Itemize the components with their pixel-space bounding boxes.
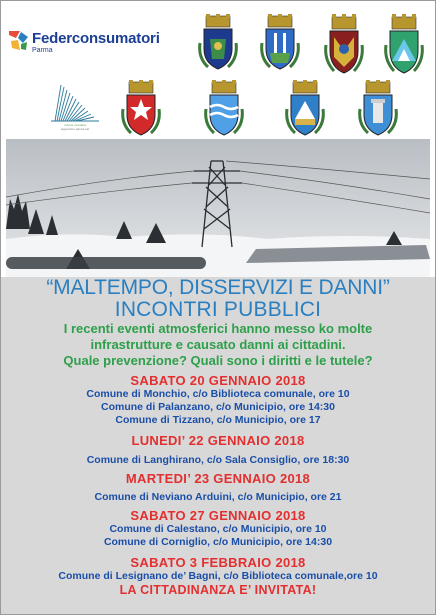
coat-of-arms-7 xyxy=(285,79,325,144)
header-area xyxy=(1,1,435,139)
date-heading: LUNEDI’ 22 GENNAIO 2018 xyxy=(131,433,305,448)
federconsumatori-logo xyxy=(9,31,160,55)
poster-title: “MALTEMPO, DISSERVIZI E DANNI” xyxy=(46,276,390,299)
closing-invitation: LA CITTADINANZA E’ INVITATA! xyxy=(119,583,317,597)
unione-montana-logo xyxy=(47,81,103,131)
info-panel xyxy=(1,277,435,614)
coat-of-arms-3 xyxy=(324,13,364,80)
intro-line-2: infrastrutture e causato danni ai cittadini. xyxy=(90,337,346,352)
coat-of-arms-1 xyxy=(198,13,238,76)
intro-line-1: I recenti eventi atmosferici hanno messo ko molte xyxy=(63,321,373,336)
org-name: Federconsumatori xyxy=(32,30,160,47)
event-line: Comune di Calestano, c/o Municipio, ore 10 xyxy=(109,523,327,535)
mono-caption-1: unione montana xyxy=(64,123,86,127)
date-heading: SABATO 20 GENNAIO 2018 xyxy=(130,373,306,388)
date-heading: SABATO 3 FEBBRAIO 2018 xyxy=(130,555,306,570)
date-heading: MARTEDI’ 23 GENNAIO 2018 xyxy=(125,471,311,486)
event-line: Comune di Palanzano, c/o Municipio, ore 14:30 xyxy=(101,401,335,413)
logo-mark-icon xyxy=(9,31,28,50)
event-line: Comune di Tizzano, c/o Municipio, ore 17 xyxy=(115,414,321,426)
event-line: Comune di Monchio, c/o Biblioteca comunale, ore 10 xyxy=(86,388,350,400)
coat-of-arms-8 xyxy=(358,79,398,144)
intro-line-3: Quale prevenzione? Quali sono i diritti e le tutele? xyxy=(63,353,373,368)
coat-of-arms-2 xyxy=(260,13,300,76)
date-heading: SABATO 27 GENNAIO 2018 xyxy=(130,508,306,523)
poster-subtitle: INCONTRI PUBBLICI xyxy=(114,298,322,321)
event-line: Comune di Neviano Arduini, c/o Municipio, ore 21 xyxy=(94,491,342,503)
org-sub: Parma xyxy=(32,47,53,54)
coat-of-arms-5 xyxy=(121,79,161,144)
winter-power-line-photo xyxy=(6,139,430,277)
event-line: Comune di Corniglio, c/o Municipio, ore 14:30 xyxy=(103,536,333,548)
event-line: Comune di Lesignano de’ Bagni, c/o Biblioteca comunale,ore 10 xyxy=(58,570,378,582)
event-line: Comune di Langhirano, c/o Sala Consiglio, ore 18:30 xyxy=(86,454,350,466)
coat-of-arms-6 xyxy=(204,79,244,144)
coat-of-arms-4 xyxy=(384,13,424,80)
mono-caption-2: appennino parma est xyxy=(60,127,90,131)
